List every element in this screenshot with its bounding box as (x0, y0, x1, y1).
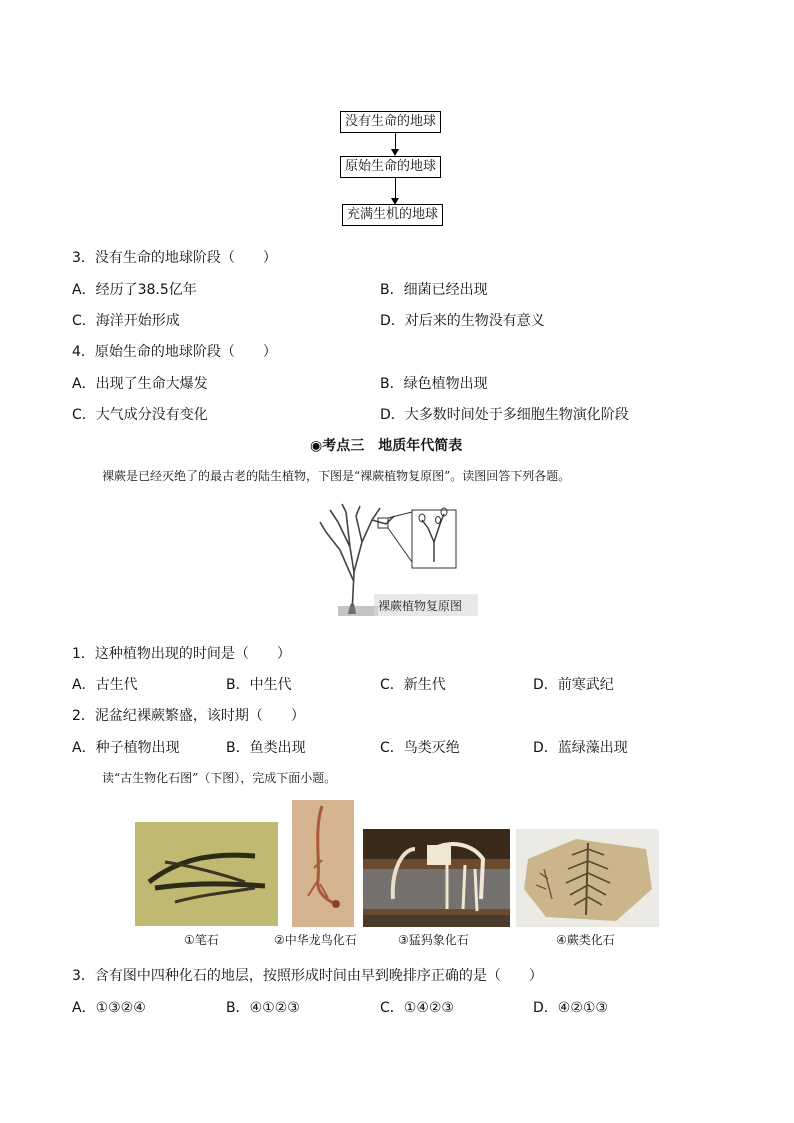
question-2-stem: 2．泥盆纪裸蕨繁盛，该时期（ ） (72, 708, 305, 724)
fossil-caption-2: ②中华龙鸟化石 (274, 933, 357, 947)
fossil-image-mammoth (363, 829, 510, 927)
option[interactable]: B．细菌已经出现 (380, 282, 488, 298)
question-3a-stem: 3．没有生命的地球阶段（ ） (72, 250, 277, 266)
flow-arrow (395, 178, 396, 199)
option[interactable]: B．绿色植物出现 (380, 376, 488, 392)
option[interactable]: B．④①②③ (226, 1000, 300, 1016)
option[interactable]: C．大气成分没有变化 (72, 407, 208, 423)
flow-box-primitive-life: 原始生命的地球 (340, 156, 441, 178)
option[interactable]: D．大多数时间处于多细胞生物演化阶段 (380, 407, 629, 423)
question-3b-stem: 3．含有图中四种化石的地层，按照形成时间由早到晚排序正确的是（ ） (72, 968, 543, 984)
fossil-image-sinosauropteryx (292, 800, 354, 927)
section-title: ◉考点三 地质年代简表 (310, 438, 463, 454)
psilophyte-caption: 裸蕨植物复原图 (378, 599, 463, 613)
option[interactable]: D．前寒武纪 (533, 677, 614, 693)
section-intro: 裸蕨是已经灭绝了的最古老的陆生植物，下图是“裸蕨植物复原图”。读图回答下列各题。 (102, 469, 571, 483)
flow-box-no-life: 没有生命的地球 (340, 111, 441, 133)
flow-arrow (395, 133, 396, 150)
option[interactable]: B．鱼类出现 (226, 740, 306, 756)
option[interactable]: C．鸟类灭绝 (380, 740, 460, 756)
fossil-caption-1: ①笔石 (184, 933, 219, 947)
flow-box-full-life: 充满生机的地球 (342, 204, 443, 226)
psilophyte-figure (316, 502, 478, 622)
fossil-caption-4: ④蕨类化石 (556, 933, 615, 947)
fossil-caption-3: ③猛犸象化石 (398, 933, 469, 947)
option[interactable]: A．经历了38.5亿年 (72, 282, 197, 298)
option[interactable]: D．对后来的生物没有意义 (380, 313, 545, 329)
option[interactable]: D．蓝绿藻出现 (533, 740, 628, 756)
option[interactable]: C．新生代 (380, 677, 446, 693)
option[interactable]: C．海洋开始形成 (72, 313, 180, 329)
fossil-image-graptolite (135, 822, 278, 926)
option[interactable]: D．④②①③ (533, 1000, 608, 1016)
question-4-stem: 4．原始生命的地球阶段（ ） (72, 344, 277, 360)
question-1-stem: 1．这种植物出现的时间是（ ） (72, 646, 291, 662)
option[interactable]: C．①④②③ (380, 1000, 454, 1016)
option[interactable]: A．①③②④ (72, 1000, 146, 1016)
flow-arrowhead (391, 149, 399, 156)
fossil-intro: 读“古生物化石图”（下图），完成下面小题。 (102, 771, 337, 785)
fossil-image-fern (516, 829, 659, 927)
option[interactable]: A．种子植物出现 (72, 740, 180, 756)
option[interactable]: B．中生代 (226, 677, 292, 693)
option[interactable]: A．古生代 (72, 677, 138, 693)
option[interactable]: A．出现了生命大爆发 (72, 376, 208, 392)
